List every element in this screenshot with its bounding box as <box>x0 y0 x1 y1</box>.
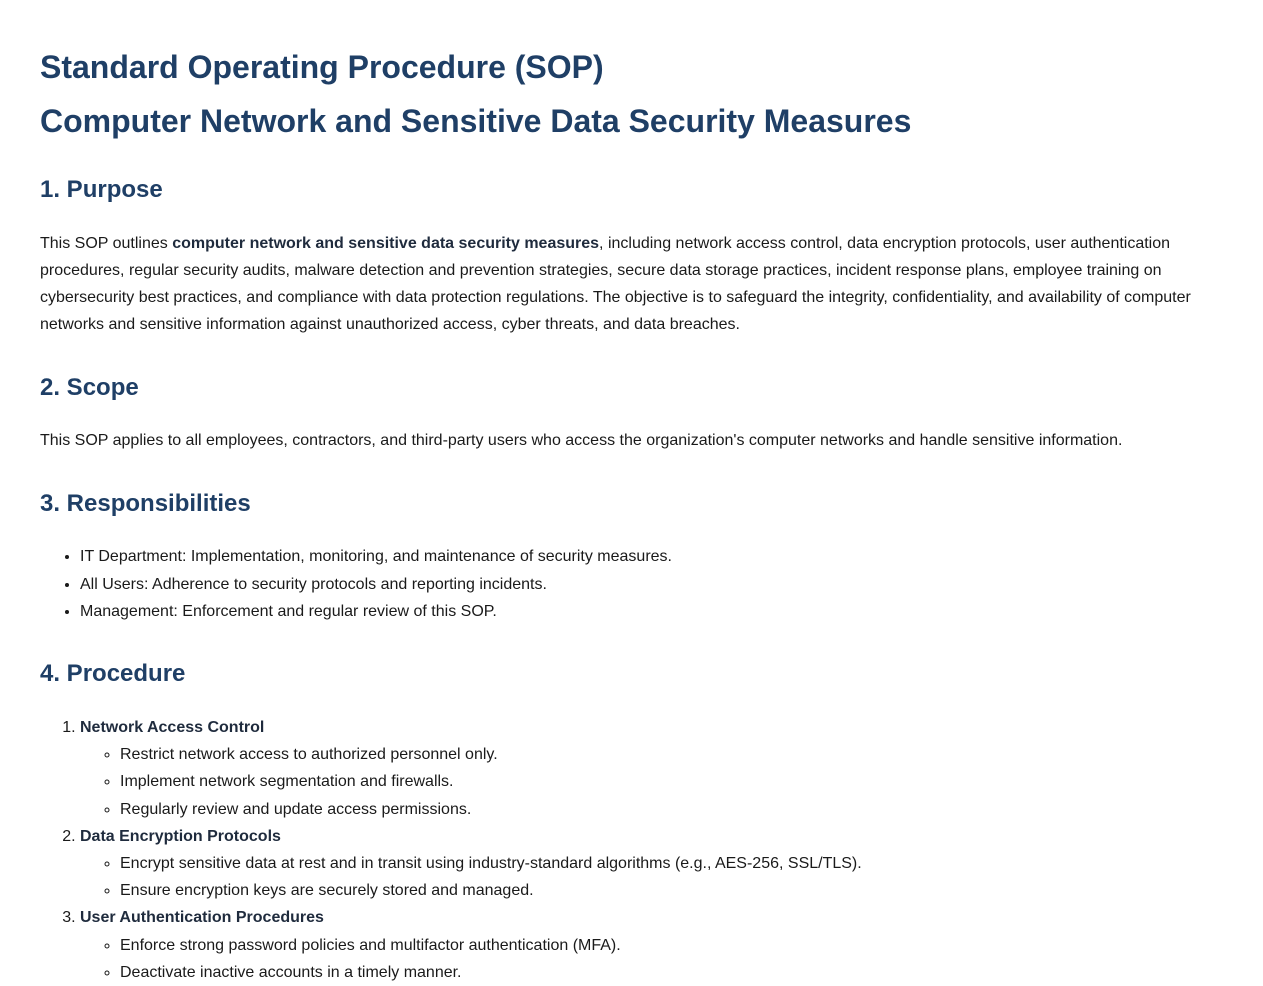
purpose-text-bold: computer network and sensitive data security measures <box>172 235 600 252</box>
procedure-step <box>80 904 1240 986</box>
section-heading-purpose: 1. Purpose <box>40 176 163 203</box>
document-subtitle: Computer Network and Sensitive Data Security Measures <box>40 103 912 139</box>
scope-paragraph: This SOP applies to all employees, contractors, and third-party users who access the organization's computer networks and handle sensitive information. <box>40 432 1123 449</box>
procedure-list <box>40 714 1240 986</box>
section-heading-responsibilities: 3. Responsibilities <box>40 490 251 517</box>
list-item: ◦ Encrypt sensitive data at rest and in transit using industry-standard algorithms (e.g., AES-256, SSL/TLS). <box>120 850 1240 877</box>
purpose-paragraph <box>40 230 1200 338</box>
procedure-step <box>80 714 1240 823</box>
procedure-step <box>80 823 1240 905</box>
list-item: ◦ Implement network segmentation and firewalls. <box>120 768 1240 795</box>
procedure-substeps <box>80 850 1240 904</box>
purpose-text-before: This SOP outlines <box>40 235 173 252</box>
list-item: ◦ Deactivate inactive accounts in a timely manner. <box>120 959 1240 986</box>
list-item: • All Users: Adherence to security protocols and reporting incidents. <box>80 571 1240 599</box>
document-title: Standard Operating Procedure (SOP) <box>40 49 604 85</box>
section-heading-scope: 2. Scope <box>40 374 139 401</box>
list-item: ◦ Ensure encryption keys are securely stored and managed. <box>120 877 1240 904</box>
section-heading-procedure: 4. Procedure <box>40 660 186 687</box>
procedure-step-title: User Authentication Procedures <box>80 909 324 927</box>
procedure-step-title: Network Access Control <box>80 719 265 736</box>
list-item: ◦ Restrict network access to authorized personnel only. <box>120 741 1240 768</box>
sop-document <box>40 0 1220 981</box>
purpose-text-after: , including network access control, data encryption protocols, user authentication procedures, regular security audits, malware detection and prevention strategies, secure data storage practices, incident response plans, employee training on cybersecurity best practices, and compliance with data protection regulations. The objective is to safeguard the integrity, confidentiality, and availability of computer networks and sensitive information against unauthorized access, cyber threats, and data breaches. <box>40 235 1191 333</box>
list-item: • IT Department: Implementation, monitoring, and maintenance of security measures. <box>80 543 1240 571</box>
list-item: ◦ Regularly review and update access permissions. <box>120 796 1240 823</box>
procedure-step-title: Data Encryption Protocols <box>80 827 281 845</box>
procedure-substeps <box>80 932 1240 986</box>
procedure-substeps <box>80 741 1240 823</box>
list-item: ◦ Enforce strong password policies and multifactor authentication (MFA). <box>120 932 1240 959</box>
list-item: • Management: Enforcement and regular review of this SOP. <box>80 598 1240 626</box>
responsibilities-list <box>40 543 1240 626</box>
